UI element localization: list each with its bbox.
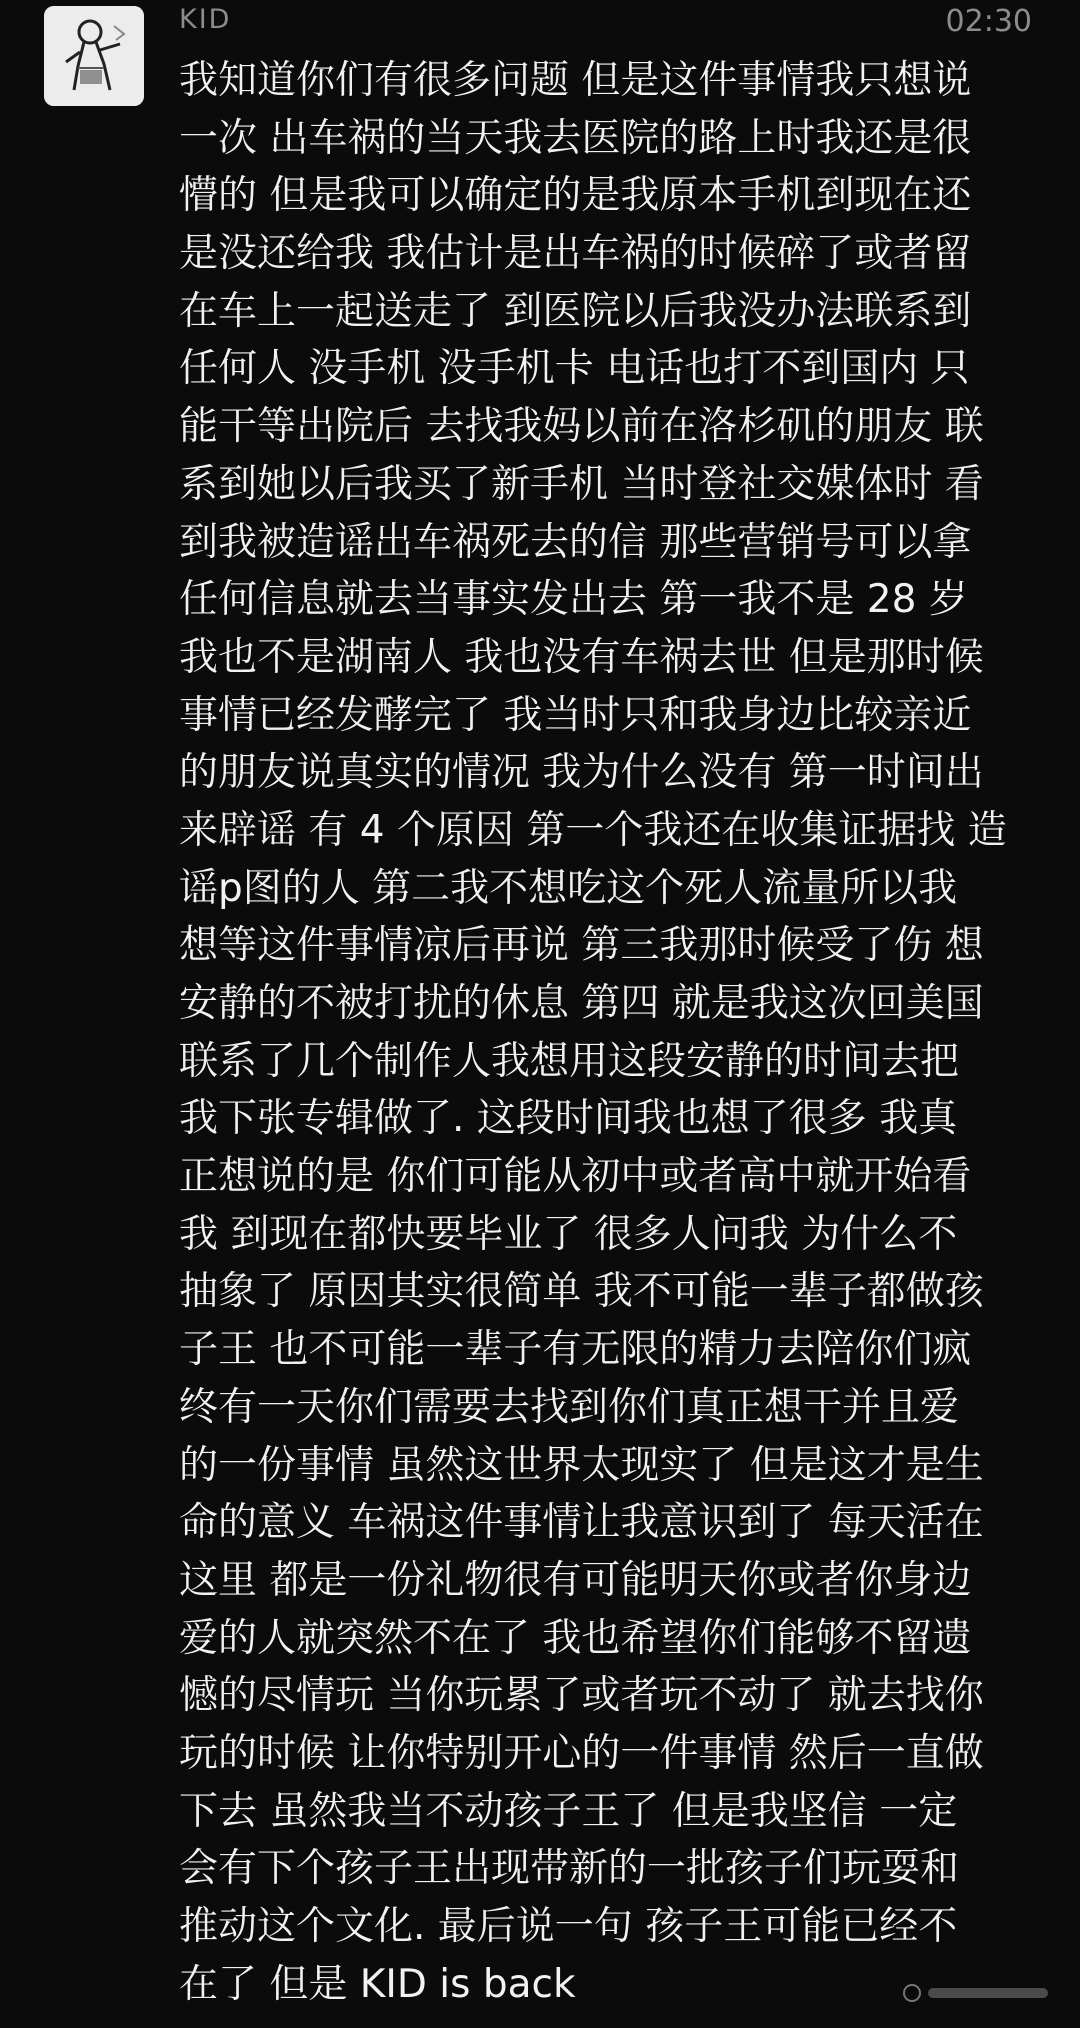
message-line: 是没还给我 我估计是出车祸的时候碎了或者留 [179,231,972,277]
message-line: 任何信息就去当事实发出去 第一我不是 28 岁 [179,577,968,623]
message-line: 事情已经发酵完了 我当时只和我身边比较亲近 [179,692,972,738]
message-line: 系到她以后我买了新手机 当时登社交媒体时 看 [179,461,984,507]
message-line: 我知道你们有很多问题 但是这件事情我只想说 [179,58,972,103]
message-line: 一次 出车祸的当天我去医院的路上时我还是很 [179,115,972,161]
message-line: 懵的 但是我可以确定的是我原本手机到现在还 [179,173,972,219]
sender-name: KID [179,4,232,35]
message-line: 我 到现在都快要毕业了 很多人问我 为什么不 [179,1211,958,1257]
watermark-icon [900,1976,1060,2010]
message-line: 联系了几个制作人我想用这段安静的时间去把 [179,1038,960,1084]
message-line: 的朋友说真实的情况 我为什么没有 第一时间出 [179,750,984,796]
message-body [179,52,1059,2013]
message-line: 会有下个孩子王出现带新的一批孩子们玩耍和 [179,1846,960,1892]
message-line: 这里 都是一份礼物很有可能明天你或者你身边 [179,1557,972,1603]
message-line: 抽象了 原因其实很简单 我不可能一辈子都做孩 [179,1269,984,1315]
avatar-figure-icon [44,6,144,106]
message-line: 来辟谣 有 4 个原因 第一个我还在收集证据找 造 [179,807,1007,853]
message-line: 在车上一起送走了 到医院以后我没办法联系到 [179,288,972,334]
message-line: 憾的尽情玩 当你玩累了或者玩不动了 就去找你 [179,1673,984,1719]
message-line: 想等这件事情凉后再说 第三我那时候受了伤 想 [179,923,984,969]
message-line: 终有一天你们需要去找到你们真正想干并且爱 [179,1384,960,1430]
message-line: 正想说的是 你们可能从初中或者高中就开始看 [179,1154,972,1200]
message-line: 能干等出院后 去找我妈以前在洛杉矶的朋友 联 [179,404,984,450]
message-line: 的一份事情 虽然这世界太现实了 但是这才是生 [179,1442,984,1488]
message-line: 我下张专辑做了. 这段时间我也想了很多 我真 [179,1096,958,1142]
message-line: 到我被造谣出车祸死去的信 那些营销号可以拿 [179,519,972,565]
message-line: 爱的人就突然不在了 我也希望你们能够不留遗 [179,1615,972,1661]
message-line: 推动这个文化. 最后说一句 孩子王可能已经不 [179,1904,958,1949]
message-line: 玩的时候 让你特别开心的一件事情 然后一直做 [179,1730,984,1776]
message-line: 命的意义 车祸这件事情让我意识到了 每天活在 [179,1500,984,1546]
message-timestamp: 02:30 [945,4,1032,39]
message-line: 任何人 没手机 没手机卡 电话也打不到国内 只 [179,346,970,392]
message-line: 下去 虽然我当不动孩子王了 但是我坚信 一定 [179,1788,958,1834]
message-line: 在了 但是 KID is back [179,1961,576,2007]
message-line: 谣p图的人 第二我不想吃这个死人流量所以我 [179,865,958,911]
avatar[interactable] [44,6,144,106]
message-line: 安静的不被打扰的休息 第四 就是我这次回美国 [179,981,984,1026]
message-line: 我也不是湖南人 我也没有车祸去世 但是那时候 [179,634,984,680]
message-line: 子王 也不可能一辈子有无限的精力去陪你们疯 [179,1327,972,1373]
